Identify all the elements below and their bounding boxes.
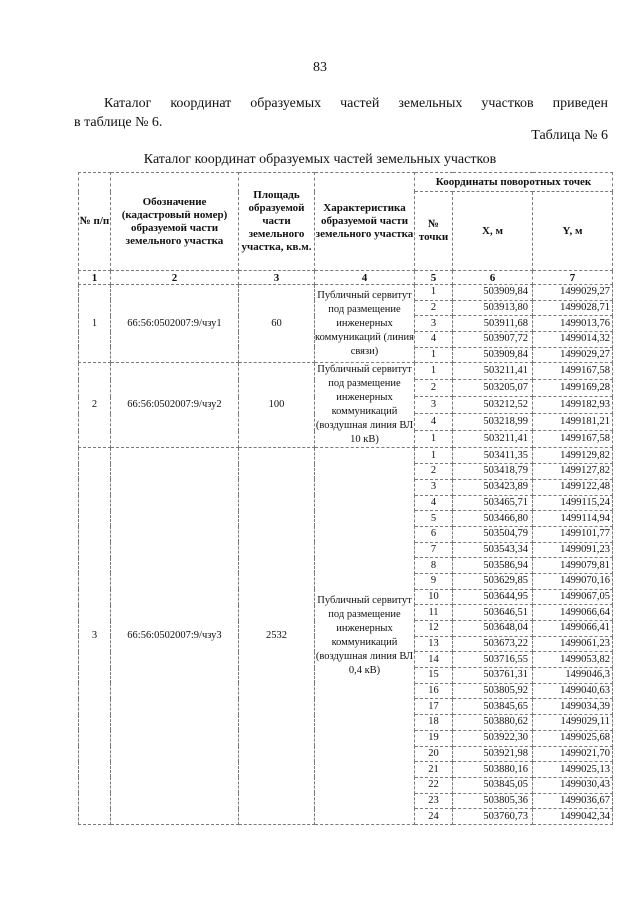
parcel-characteristic: Публичный сервитут под размещение инженерных коммуникаций (воздушная линия ВЛ 0,4 кВ) bbox=[315, 448, 415, 825]
point-y: 1499014,32 bbox=[533, 332, 613, 348]
header-area: Площадь образуемой части земельного участка, кв.м. bbox=[239, 173, 315, 271]
point-number: 1 bbox=[415, 285, 453, 301]
column-number: 3 bbox=[239, 271, 315, 285]
point-x: 503805,92 bbox=[453, 683, 533, 699]
point-number: 8 bbox=[415, 558, 453, 574]
point-number: 4 bbox=[415, 332, 453, 348]
point-y: 1499029,27 bbox=[533, 347, 613, 363]
table-body bbox=[79, 285, 613, 825]
parcel-characteristic: Публичный сервитут под размещение инженерных коммуникаций (линия связи) bbox=[315, 285, 415, 363]
point-y: 1499021,70 bbox=[533, 746, 613, 762]
parcel-area: 60 bbox=[239, 285, 315, 363]
point-y: 1499066,41 bbox=[533, 621, 613, 637]
point-number: 20 bbox=[415, 746, 453, 762]
point-x: 503907,72 bbox=[453, 332, 533, 348]
point-number: 1 bbox=[415, 431, 453, 448]
point-number: 22 bbox=[415, 777, 453, 793]
point-y: 1499046,3 bbox=[533, 668, 613, 684]
header-designation: Обозначение (кадастровый номер) образуемой части земельного участка bbox=[111, 173, 239, 271]
point-y: 1499079,81 bbox=[533, 558, 613, 574]
point-y: 1499013,76 bbox=[533, 316, 613, 332]
point-number: 17 bbox=[415, 699, 453, 715]
point-y: 1499025,13 bbox=[533, 762, 613, 778]
coordinates-table bbox=[78, 172, 613, 825]
point-x: 503922,30 bbox=[453, 730, 533, 746]
point-x: 503909,84 bbox=[453, 347, 533, 363]
point-x: 503673,22 bbox=[453, 636, 533, 652]
column-number: 7 bbox=[533, 271, 613, 285]
point-x: 503423,89 bbox=[453, 479, 533, 495]
point-y: 1499167,58 bbox=[533, 363, 613, 380]
parcel-number: 2 bbox=[79, 363, 111, 448]
header-characteristic: Характеристика образуемой части земельного участка bbox=[315, 173, 415, 271]
point-x: 503716,55 bbox=[453, 652, 533, 668]
point-x: 503218,99 bbox=[453, 414, 533, 431]
header-point: № точки bbox=[415, 192, 453, 271]
parcel-area: 2532 bbox=[239, 448, 315, 825]
header-num: № п/п bbox=[79, 173, 111, 271]
point-number: 10 bbox=[415, 589, 453, 605]
point-y: 1499067,05 bbox=[533, 589, 613, 605]
point-y: 1499091,23 bbox=[533, 542, 613, 558]
parcel-designation: 66:56:0502007:9/чзу3 bbox=[111, 448, 239, 825]
point-x: 503411,35 bbox=[453, 448, 533, 464]
point-x: 503205,07 bbox=[453, 380, 533, 397]
point-y: 1499115,24 bbox=[533, 495, 613, 511]
point-number: 23 bbox=[415, 793, 453, 809]
table-title: Каталог координат образуемых частей земельных участков bbox=[143, 152, 497, 167]
point-y: 1499182,93 bbox=[533, 397, 613, 414]
point-x: 503909,84 bbox=[453, 285, 533, 301]
point-x: 503418,79 bbox=[453, 464, 533, 480]
point-x: 503504,79 bbox=[453, 526, 533, 542]
point-y: 1499066,64 bbox=[533, 605, 613, 621]
point-number: 18 bbox=[415, 715, 453, 731]
page-number: 83 bbox=[313, 60, 327, 75]
point-y: 1499061,23 bbox=[533, 636, 613, 652]
point-y: 1499181,21 bbox=[533, 414, 613, 431]
point-x: 503911,68 bbox=[453, 316, 533, 332]
point-number: 15 bbox=[415, 668, 453, 684]
point-y: 1499169,28 bbox=[533, 380, 613, 397]
point-number: 3 bbox=[415, 316, 453, 332]
header-coordinates: Координаты поворотных точек bbox=[415, 173, 613, 192]
point-x: 503465,71 bbox=[453, 495, 533, 511]
column-number: 2 bbox=[111, 271, 239, 285]
point-number: 14 bbox=[415, 652, 453, 668]
point-y: 1499070,16 bbox=[533, 573, 613, 589]
point-y: 1499028,71 bbox=[533, 300, 613, 316]
point-y: 1499053,82 bbox=[533, 652, 613, 668]
point-number: 3 bbox=[415, 479, 453, 495]
point-x: 503880,16 bbox=[453, 762, 533, 778]
point-x: 503880,62 bbox=[453, 715, 533, 731]
point-number: 7 bbox=[415, 542, 453, 558]
header-x: X, м bbox=[453, 192, 533, 271]
parcel-characteristic: Публичный сервитут под размещение инженерных коммуникаций (воздушная линия ВЛ 10 кВ) bbox=[315, 363, 415, 448]
point-x: 503760,73 bbox=[453, 809, 533, 825]
point-y: 1499127,82 bbox=[533, 464, 613, 480]
parcel-designation: 66:56:0502007:9/чзу1 bbox=[111, 285, 239, 363]
column-number: 5 bbox=[415, 271, 453, 285]
point-x: 503646,51 bbox=[453, 605, 533, 621]
point-number: 3 bbox=[415, 397, 453, 414]
point-y: 1499030,43 bbox=[533, 777, 613, 793]
point-number: 21 bbox=[415, 762, 453, 778]
point-number: 2 bbox=[415, 300, 453, 316]
point-x: 503211,41 bbox=[453, 363, 533, 380]
column-number: 1 bbox=[79, 271, 111, 285]
column-number: 6 bbox=[453, 271, 533, 285]
point-y: 1499034,39 bbox=[533, 699, 613, 715]
point-x: 503648,04 bbox=[453, 621, 533, 637]
table-label: Таблица № 6 bbox=[531, 128, 608, 143]
point-number: 5 bbox=[415, 511, 453, 527]
point-x: 503543,34 bbox=[453, 542, 533, 558]
intro-paragraph bbox=[74, 94, 608, 132]
point-number: 1 bbox=[415, 363, 453, 380]
point-y: 1499036,67 bbox=[533, 793, 613, 809]
intro-line-1: Каталог координат образуемых частей земельных участков приведен bbox=[104, 96, 608, 111]
intro-line-2: в таблице № 6. bbox=[74, 115, 163, 130]
table-row bbox=[79, 285, 613, 301]
point-x: 503466,80 bbox=[453, 511, 533, 527]
point-number: 16 bbox=[415, 683, 453, 699]
point-x: 503761,31 bbox=[453, 668, 533, 684]
point-y: 1499025,68 bbox=[533, 730, 613, 746]
point-number: 2 bbox=[415, 380, 453, 397]
table-row bbox=[79, 363, 613, 380]
table-row bbox=[79, 448, 613, 464]
header-y: Y, м bbox=[533, 192, 613, 271]
point-number: 13 bbox=[415, 636, 453, 652]
parcel-area: 100 bbox=[239, 363, 315, 448]
parcel-number: 3 bbox=[79, 448, 111, 825]
point-y: 1499040,63 bbox=[533, 683, 613, 699]
point-number: 12 bbox=[415, 621, 453, 637]
point-x: 503629,85 bbox=[453, 573, 533, 589]
point-y: 1499029,27 bbox=[533, 285, 613, 301]
point-x: 503921,98 bbox=[453, 746, 533, 762]
point-number: 1 bbox=[415, 347, 453, 363]
parcel-designation: 66:56:0502007:9/чзу2 bbox=[111, 363, 239, 448]
point-x: 503586,94 bbox=[453, 558, 533, 574]
point-number: 4 bbox=[415, 495, 453, 511]
point-y: 1499167,58 bbox=[533, 431, 613, 448]
point-x: 503211,41 bbox=[453, 431, 533, 448]
point-number: 19 bbox=[415, 730, 453, 746]
point-number: 6 bbox=[415, 526, 453, 542]
point-number: 24 bbox=[415, 809, 453, 825]
point-number: 4 bbox=[415, 414, 453, 431]
column-numbers-row bbox=[79, 271, 613, 285]
point-y: 1499114,94 bbox=[533, 511, 613, 527]
point-x: 503805,36 bbox=[453, 793, 533, 809]
point-x: 503845,05 bbox=[453, 777, 533, 793]
point-y: 1499129,82 bbox=[533, 448, 613, 464]
point-number: 2 bbox=[415, 464, 453, 480]
parcel-number: 1 bbox=[79, 285, 111, 363]
point-y: 1499029,11 bbox=[533, 715, 613, 731]
point-number: 9 bbox=[415, 573, 453, 589]
point-number: 11 bbox=[415, 605, 453, 621]
point-x: 503212,52 bbox=[453, 397, 533, 414]
point-y: 1499101,77 bbox=[533, 526, 613, 542]
point-number: 1 bbox=[415, 448, 453, 464]
point-x: 503644,95 bbox=[453, 589, 533, 605]
point-y: 1499042,34 bbox=[533, 809, 613, 825]
point-x: 503913,80 bbox=[453, 300, 533, 316]
column-number: 4 bbox=[315, 271, 415, 285]
point-x: 503845,65 bbox=[453, 699, 533, 715]
point-y: 1499122,48 bbox=[533, 479, 613, 495]
